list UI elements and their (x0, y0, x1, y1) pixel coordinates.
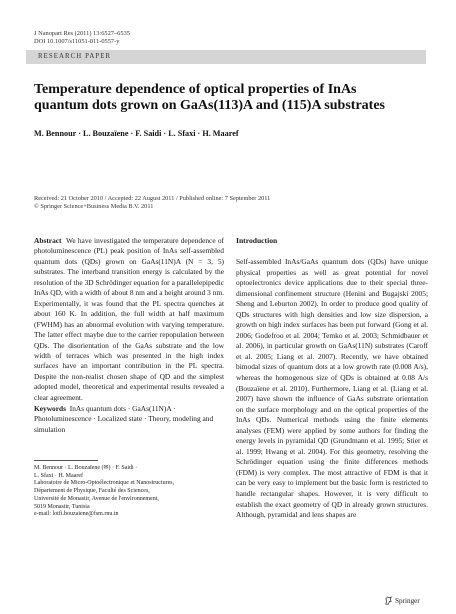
author-affiliation-footnote (34, 465, 224, 519)
keywords-text: InAs quantum dots · GaAs(11N)A · Photoluminescence · Localized state · Theory, modeling and simulation (34, 404, 214, 434)
introduction-text: Self-assembled InAs/GaAs quantum dots (QDs) have unique physical properties as well as great potential for novel optoelectronics device applications due to their special three-dimensional confinement structure (Henini and Bugajski 2005; Sheng and Leburton 2002). In order to produce good quality of QDs structures with high densities and low size dispersion, a growth on high index surfaces has been put forward (Gong et al. 2006; Godefroo et al. 2004; Temko et al. 2003; Schmidbauer et al. 2006), in particular growth on GaAs(11N) substrates (Caroff et al. 2005; Liang et al. 2007). Recently, we have obtained bimodal sizes of quantum dots at a low growth rate (0.008 A/s), whereas the homogenous size of QDs is obtained at 0.08 A/s (Bouzaïene et al. 2010). Furthermore, Liang et al. (Liang et al. 2007) have shown the influence of GaAs substrate orientation on the surface morphology and on the optical properties of the InAs QDs. Numerical methods using the finite elements analyses (FEM) were applied by some authors for finding the energy levels in pyramidal QD (Grundmann et al. 1995; Stier et al. 1999; Hwang et al. 2004). For this geometry, resolving the Schrödinger equation using the finite differences methods (FDM) is very complex. The most attractive of FDM is that it can be very easy to implement but the basic form is restricted to handle rectangular shapes. However, it is very difficult to establish the exact geometry of QD in already grown structures. Although, pyramidal and lens shapes are (236, 257, 428, 520)
introduction-heading: Introduction (236, 236, 278, 245)
publication-dates (34, 195, 424, 211)
footnote-email: e-mail: lotfi.bouzaiene@fsm.rnu.tn (34, 511, 119, 518)
footnote-line: Laboratoire de Micro-Optoélectronique et Nanostructures, (34, 480, 175, 487)
footnote-line: Université de Monastir, Avenue de l'environnement, (34, 495, 159, 502)
footnote-line: M. Bennour · L. Bouzaïene (✉) · F. Saidi · (34, 465, 138, 471)
footnote-line: 5019 Monastir, Tunisia (34, 503, 90, 510)
springer-horse-icon (384, 596, 393, 605)
paper-title: Temperature dependence of optical properties of InAs quantum dots grown on GaAs(113)A and (115)A substrates (34, 82, 385, 113)
publisher-logo (384, 596, 420, 605)
journal-doi: DOI 10.1007/s11051-011-0557-y (34, 38, 120, 45)
copyright-line: © Springer Science+Business Media B.V. 2011 (34, 203, 154, 210)
abstract-label: Abstract (34, 236, 62, 245)
journal-citation: J Nanopart Res (2011) 13:6527–6535 (34, 30, 130, 37)
article-type-band (26, 50, 426, 64)
author-list: M. Bennour · L. Bouzaïene · F. Saidi · L. Sfaxi · H. Maaref (34, 129, 239, 138)
history-dates: Received: 21 October 2010 / Accepted: 22 August 2011 / Published online: 7 September 2011 (34, 195, 271, 202)
footnote-line: Département de Physique, Faculté des Sciences, (34, 488, 150, 495)
footnote-line: L. Sfaxi · H. Maaref (34, 472, 83, 479)
keywords-block (34, 404, 224, 435)
abstract-block (34, 236, 224, 403)
keywords-label: Keywords (34, 404, 67, 413)
footnote-divider (34, 460, 98, 461)
article-type-label: RESEARCH PAPER (38, 53, 112, 60)
abstract-text: We have investigated the temperature dependence of photoluminescence (PL) peak position of InAs self-assembled quantum dots (QDs) grown on GaAs(11N)A (N = 3, 5) substrates. The interband transition energy is calculated by the resolution of the 3D Schrödinger equation for a parallelepipedic InAs QD, with a width of about 8 nm and a height around 3 nm. Experimentally, it was found that the PL spectra quenches at about 160 K. In addition, the full width at half maximum (FWHM) has an abnormal evolution with varying temperature. The latter effect maybe due to the carrier repopulation between QDs. The disorientation of the GaAs substrate and the low width of terraces which was presented in the high index surfaces have an important contribution in the PL spectra. Despite the non-realist chosen shape of QD and the simplest adopted model, theoretical and experimental results revealed a clear agreement. (34, 236, 224, 402)
publisher-name: Springer (395, 596, 420, 605)
